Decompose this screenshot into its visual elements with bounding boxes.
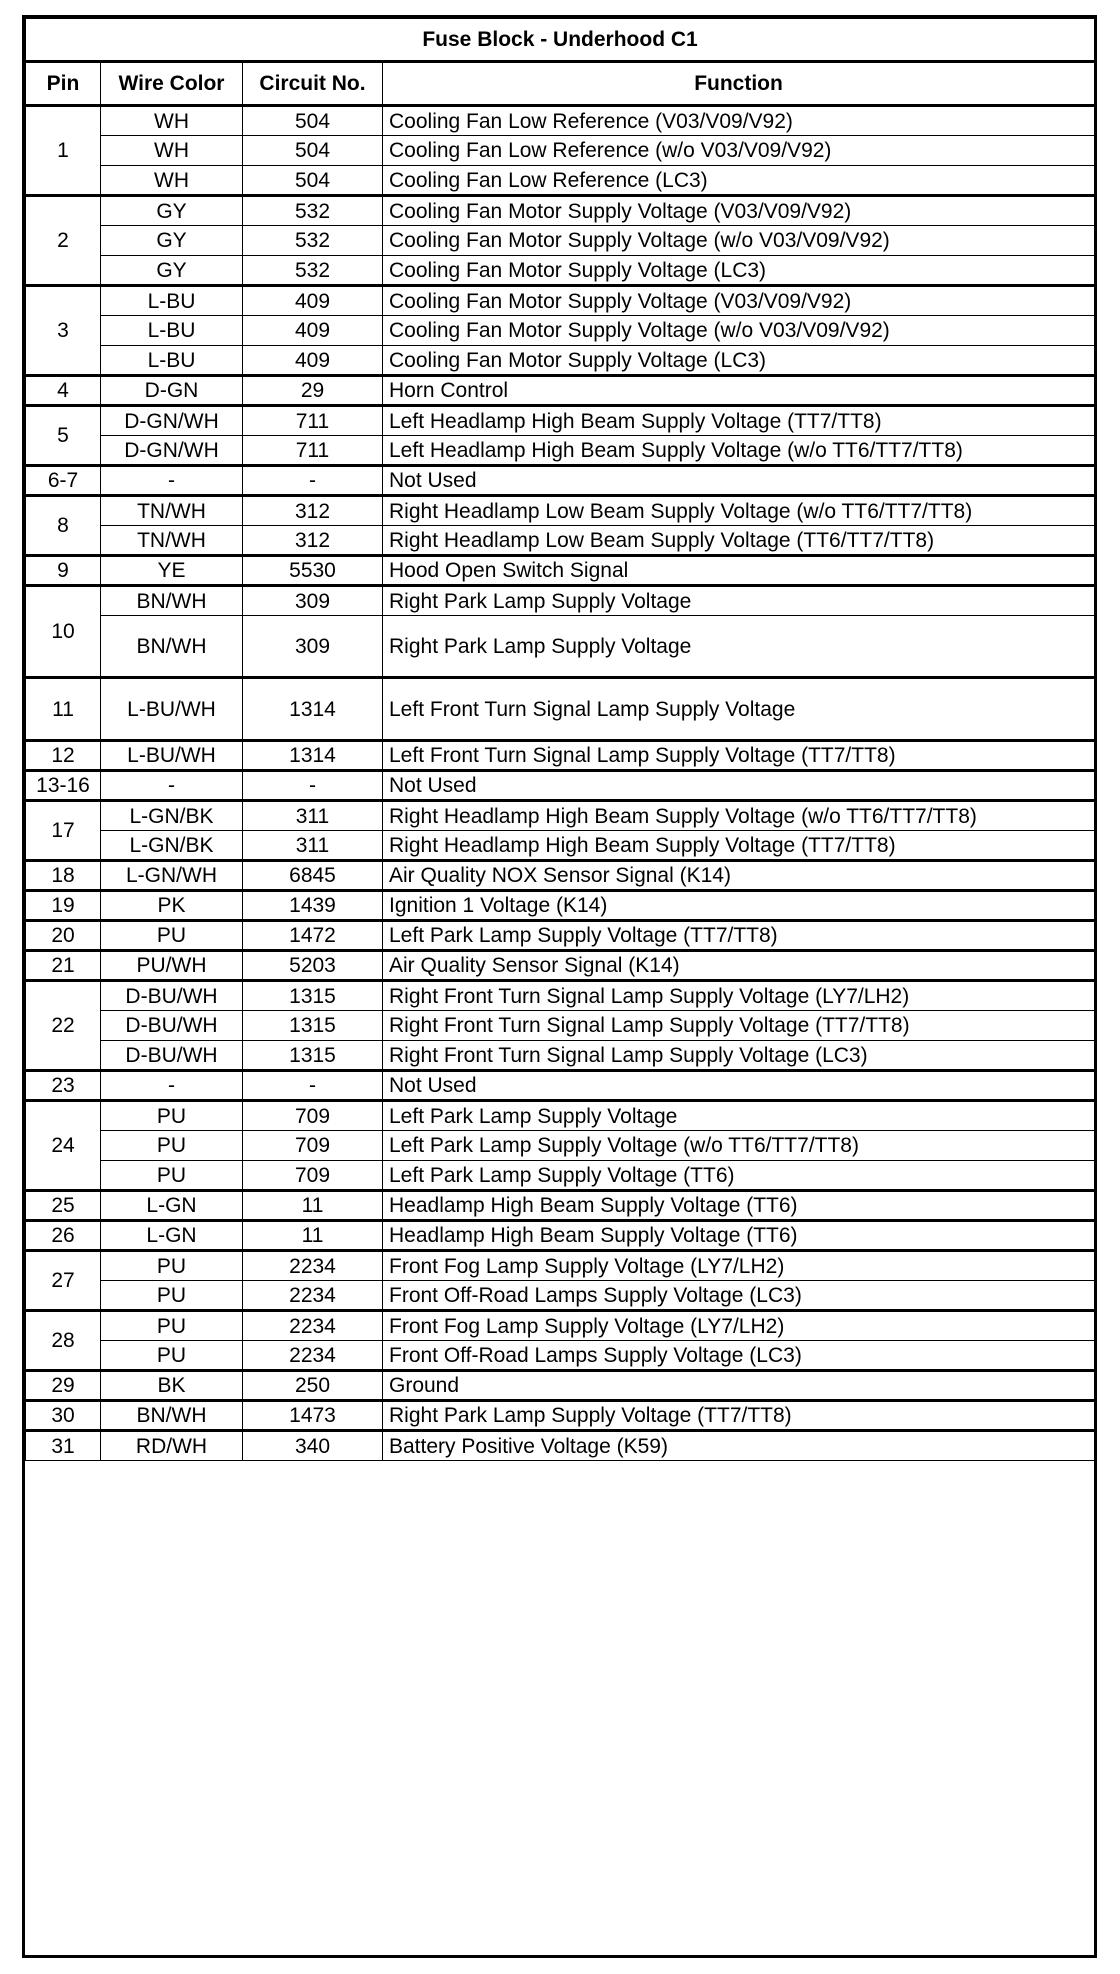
pin-cell: 10 — [26, 586, 101, 678]
wire-color-cell: YE — [101, 556, 243, 586]
wire-color-cell: WH — [101, 136, 243, 166]
circuit-cell: 11 — [243, 1191, 383, 1221]
table-row — [26, 771, 1095, 801]
circuit-cell: 11 — [243, 1221, 383, 1251]
circuit-cell: 2234 — [243, 1341, 383, 1371]
circuit-cell: 311 — [243, 801, 383, 831]
circuit-cell: 6845 — [243, 861, 383, 891]
wire-color-cell: GY — [101, 256, 243, 286]
function-cell: Right Front Turn Signal Lamp Supply Voltage (TT7/TT8) — [383, 1011, 1095, 1041]
wire-color-cell: PU — [101, 1281, 243, 1311]
circuit-cell: 504 — [243, 166, 383, 196]
function-cell: Right Headlamp High Beam Supply Voltage (w/o TT6/TT7/TT8) — [383, 801, 1095, 831]
wire-color-cell: PU — [101, 1251, 243, 1281]
pin-cell: 30 — [26, 1401, 101, 1431]
wire-color-cell: PU — [101, 1131, 243, 1161]
table-title: Fuse Block - Underhood C1 — [26, 19, 1095, 62]
connector-table-frame — [22, 15, 1097, 1958]
table-row — [26, 1401, 1095, 1431]
table-row — [26, 861, 1095, 891]
circuit-cell: 532 — [243, 196, 383, 226]
wire-color-cell: D-GN — [101, 376, 243, 406]
circuit-cell: 1473 — [243, 1401, 383, 1431]
table-row — [26, 286, 1095, 316]
table-row — [26, 526, 1095, 556]
circuit-cell: 312 — [243, 526, 383, 556]
circuit-cell: 309 — [243, 586, 383, 616]
wire-color-cell: BN/WH — [101, 586, 243, 616]
table-row — [26, 496, 1095, 526]
wire-color-cell: L-BU/WH — [101, 678, 243, 741]
wire-color-cell: PU — [101, 1341, 243, 1371]
function-cell: Headlamp High Beam Supply Voltage (TT6) — [383, 1221, 1095, 1251]
wire-color-cell: D-BU/WH — [101, 1041, 243, 1071]
table-row — [26, 616, 1095, 678]
wire-color-cell: L-GN — [101, 1191, 243, 1221]
function-cell: Right Headlamp Low Beam Supply Voltage (TT6/TT7/TT8) — [383, 526, 1095, 556]
function-cell: Front Fog Lamp Supply Voltage (LY7/LH2) — [383, 1311, 1095, 1341]
table-row — [26, 436, 1095, 466]
wire-color-cell: D-GN/WH — [101, 436, 243, 466]
table-row — [26, 226, 1095, 256]
table-row — [26, 406, 1095, 436]
function-cell: Left Front Turn Signal Lamp Supply Voltage — [383, 678, 1095, 741]
header-pin: Pin — [26, 62, 101, 106]
function-cell: Left Park Lamp Supply Voltage — [383, 1101, 1095, 1131]
table-row — [26, 801, 1095, 831]
circuit-cell: 409 — [243, 286, 383, 316]
function-cell: Front Off-Road Lamps Supply Voltage (LC3) — [383, 1341, 1095, 1371]
table-row — [26, 316, 1095, 346]
circuit-cell: 709 — [243, 1161, 383, 1191]
function-cell: Air Quality NOX Sensor Signal (K14) — [383, 861, 1095, 891]
pin-cell: 29 — [26, 1371, 101, 1401]
function-cell: Cooling Fan Motor Supply Voltage (LC3) — [383, 256, 1095, 286]
function-cell: Right Park Lamp Supply Voltage — [383, 586, 1095, 616]
function-cell: Right Headlamp Low Beam Supply Voltage (w/o TT6/TT7/TT8) — [383, 496, 1095, 526]
table-row — [26, 466, 1095, 496]
function-cell: Hood Open Switch Signal — [383, 556, 1095, 586]
pin-cell: 12 — [26, 741, 101, 771]
table-row — [26, 1011, 1095, 1041]
wire-color-cell: L-BU/WH — [101, 741, 243, 771]
function-cell: Air Quality Sensor Signal (K14) — [383, 951, 1095, 981]
pin-cell: 17 — [26, 801, 101, 861]
wire-color-cell: - — [101, 1071, 243, 1101]
function-cell: Cooling Fan Low Reference (V03/V09/V92) — [383, 106, 1095, 136]
table-row — [26, 256, 1095, 286]
table-row — [26, 106, 1095, 136]
table-row — [26, 1431, 1095, 1461]
circuit-cell: 29 — [243, 376, 383, 406]
wire-color-cell: GY — [101, 226, 243, 256]
function-cell: Not Used — [383, 466, 1095, 496]
wire-color-cell: BN/WH — [101, 1401, 243, 1431]
circuit-cell: 5530 — [243, 556, 383, 586]
table-row — [26, 196, 1095, 226]
function-cell: Ignition 1 Voltage (K14) — [383, 891, 1095, 921]
circuit-cell: 2234 — [243, 1311, 383, 1341]
circuit-cell: 1314 — [243, 741, 383, 771]
wire-color-cell: WH — [101, 106, 243, 136]
table-row — [26, 376, 1095, 406]
pin-cell: 25 — [26, 1191, 101, 1221]
function-cell: Not Used — [383, 1071, 1095, 1101]
pin-cell: 23 — [26, 1071, 101, 1101]
header-function: Function — [383, 62, 1095, 106]
circuit-cell: 1472 — [243, 921, 383, 951]
table-row — [26, 741, 1095, 771]
circuit-cell: 532 — [243, 256, 383, 286]
circuit-cell: - — [243, 1071, 383, 1101]
pin-cell: 18 — [26, 861, 101, 891]
wire-color-cell: PU — [101, 1101, 243, 1131]
function-cell: Cooling Fan Low Reference (LC3) — [383, 166, 1095, 196]
table-row — [26, 1161, 1095, 1191]
wire-color-cell: PU — [101, 1161, 243, 1191]
circuit-cell: - — [243, 466, 383, 496]
circuit-cell: 709 — [243, 1131, 383, 1161]
wire-color-cell: RD/WH — [101, 1431, 243, 1461]
pin-cell: 6-7 — [26, 466, 101, 496]
circuit-cell: 340 — [243, 1431, 383, 1461]
function-cell: Left Park Lamp Supply Voltage (TT7/TT8) — [383, 921, 1095, 951]
pin-cell: 4 — [26, 376, 101, 406]
function-cell: Front Fog Lamp Supply Voltage (LY7/LH2) — [383, 1251, 1095, 1281]
function-cell: Right Front Turn Signal Lamp Supply Voltage (LC3) — [383, 1041, 1095, 1071]
circuit-cell: 5203 — [243, 951, 383, 981]
wire-color-cell: PK — [101, 891, 243, 921]
function-cell: Cooling Fan Motor Supply Voltage (V03/V09/V92) — [383, 196, 1095, 226]
function-cell: Right Park Lamp Supply Voltage (TT7/TT8) — [383, 1401, 1095, 1431]
function-cell: Horn Control — [383, 376, 1095, 406]
wire-color-cell: L-BU — [101, 346, 243, 376]
table-row — [26, 921, 1095, 951]
wire-color-cell: - — [101, 466, 243, 496]
wire-color-cell: L-BU — [101, 286, 243, 316]
pin-cell: 8 — [26, 496, 101, 556]
table-row — [26, 1041, 1095, 1071]
pin-cell: 9 — [26, 556, 101, 586]
table-row — [26, 1281, 1095, 1311]
pin-cell: 1 — [26, 106, 101, 196]
function-cell: Left Park Lamp Supply Voltage (TT6) — [383, 1161, 1095, 1191]
wire-color-cell: GY — [101, 196, 243, 226]
function-cell: Left Headlamp High Beam Supply Voltage (w/o TT6/TT7/TT8) — [383, 436, 1095, 466]
wire-color-cell: PU — [101, 1311, 243, 1341]
function-cell: Ground — [383, 1371, 1095, 1401]
circuit-cell: 312 — [243, 496, 383, 526]
circuit-cell: 1315 — [243, 981, 383, 1011]
circuit-cell: 250 — [243, 1371, 383, 1401]
function-cell: Cooling Fan Motor Supply Voltage (w/o V03/V09/V92) — [383, 316, 1095, 346]
circuit-cell: 311 — [243, 831, 383, 861]
function-cell: Not Used — [383, 771, 1095, 801]
pin-cell: 5 — [26, 406, 101, 466]
function-cell: Right Headlamp High Beam Supply Voltage (TT7/TT8) — [383, 831, 1095, 861]
circuit-cell: 504 — [243, 136, 383, 166]
circuit-cell: 711 — [243, 436, 383, 466]
header-wire-color: Wire Color — [101, 62, 243, 106]
function-cell: Cooling Fan Motor Supply Voltage (V03/V09/V92) — [383, 286, 1095, 316]
table-row — [26, 586, 1095, 616]
pin-cell: 24 — [26, 1101, 101, 1191]
circuit-cell: 409 — [243, 346, 383, 376]
pin-cell: 11 — [26, 678, 101, 741]
table-row — [26, 831, 1095, 861]
table-row — [26, 1251, 1095, 1281]
wire-color-cell: PU/WH — [101, 951, 243, 981]
function-cell: Cooling Fan Motor Supply Voltage (LC3) — [383, 346, 1095, 376]
circuit-cell: 1315 — [243, 1011, 383, 1041]
wire-color-cell: D-BU/WH — [101, 1011, 243, 1041]
circuit-cell: 709 — [243, 1101, 383, 1131]
table-row — [26, 166, 1095, 196]
table-row — [26, 1341, 1095, 1371]
pin-cell: 26 — [26, 1221, 101, 1251]
table-row — [26, 136, 1095, 166]
wire-color-cell: L-GN/WH — [101, 861, 243, 891]
function-cell: Front Off-Road Lamps Supply Voltage (LC3) — [383, 1281, 1095, 1311]
wire-color-cell: D-BU/WH — [101, 981, 243, 1011]
pin-cell: 28 — [26, 1311, 101, 1371]
wire-color-cell: L-BU — [101, 316, 243, 346]
table-row — [26, 1101, 1095, 1131]
table-row — [26, 981, 1095, 1011]
wire-color-cell: TN/WH — [101, 496, 243, 526]
table-row — [26, 1071, 1095, 1101]
table-row — [26, 1131, 1095, 1161]
wire-color-cell: TN/WH — [101, 526, 243, 556]
pin-cell: 21 — [26, 951, 101, 981]
pin-cell: 19 — [26, 891, 101, 921]
pin-cell: 2 — [26, 196, 101, 286]
pin-cell: 3 — [26, 286, 101, 376]
function-cell: Headlamp High Beam Supply Voltage (TT6) — [383, 1191, 1095, 1221]
pin-cell: 20 — [26, 921, 101, 951]
function-cell: Right Front Turn Signal Lamp Supply Voltage (LY7/LH2) — [383, 981, 1095, 1011]
table-row — [26, 951, 1095, 981]
circuit-cell: 309 — [243, 616, 383, 678]
wire-color-cell: - — [101, 771, 243, 801]
function-cell: Left Park Lamp Supply Voltage (w/o TT6/TT7/TT8) — [383, 1131, 1095, 1161]
circuit-cell: 2234 — [243, 1281, 383, 1311]
table-row — [26, 1371, 1095, 1401]
wire-color-cell: BK — [101, 1371, 243, 1401]
function-cell: Left Front Turn Signal Lamp Supply Voltage (TT7/TT8) — [383, 741, 1095, 771]
wire-color-cell: L-GN/BK — [101, 801, 243, 831]
pinout-body — [26, 106, 1095, 1461]
circuit-cell: 1315 — [243, 1041, 383, 1071]
table-row — [26, 1191, 1095, 1221]
circuit-cell: 504 — [243, 106, 383, 136]
wire-color-cell: D-GN/WH — [101, 406, 243, 436]
circuit-cell: 532 — [243, 226, 383, 256]
function-cell: Cooling Fan Motor Supply Voltage (w/o V03/V09/V92) — [383, 226, 1095, 256]
circuit-cell: 2234 — [243, 1251, 383, 1281]
wire-color-cell: L-GN — [101, 1221, 243, 1251]
pin-cell: 13-16 — [26, 771, 101, 801]
wire-color-cell: L-GN/BK — [101, 831, 243, 861]
circuit-cell: 409 — [243, 316, 383, 346]
circuit-cell: 711 — [243, 406, 383, 436]
table-row — [26, 556, 1095, 586]
circuit-cell: 1314 — [243, 678, 383, 741]
pin-cell: 27 — [26, 1251, 101, 1311]
wire-color-cell: BN/WH — [101, 616, 243, 678]
pinout-table — [25, 18, 1095, 1461]
table-row — [26, 346, 1095, 376]
circuit-cell: - — [243, 771, 383, 801]
pin-cell: 22 — [26, 981, 101, 1071]
wire-color-cell: WH — [101, 166, 243, 196]
table-row — [26, 1311, 1095, 1341]
table-row — [26, 1221, 1095, 1251]
function-cell: Cooling Fan Low Reference (w/o V03/V09/V92) — [383, 136, 1095, 166]
pin-cell: 31 — [26, 1431, 101, 1461]
table-row — [26, 678, 1095, 741]
function-cell: Battery Positive Voltage (K59) — [383, 1431, 1095, 1461]
header-circuit-no: Circuit No. — [243, 62, 383, 106]
circuit-cell: 1439 — [243, 891, 383, 921]
function-cell: Right Park Lamp Supply Voltage — [383, 616, 1095, 678]
function-cell: Left Headlamp High Beam Supply Voltage (TT7/TT8) — [383, 406, 1095, 436]
wire-color-cell: PU — [101, 921, 243, 951]
table-row — [26, 891, 1095, 921]
